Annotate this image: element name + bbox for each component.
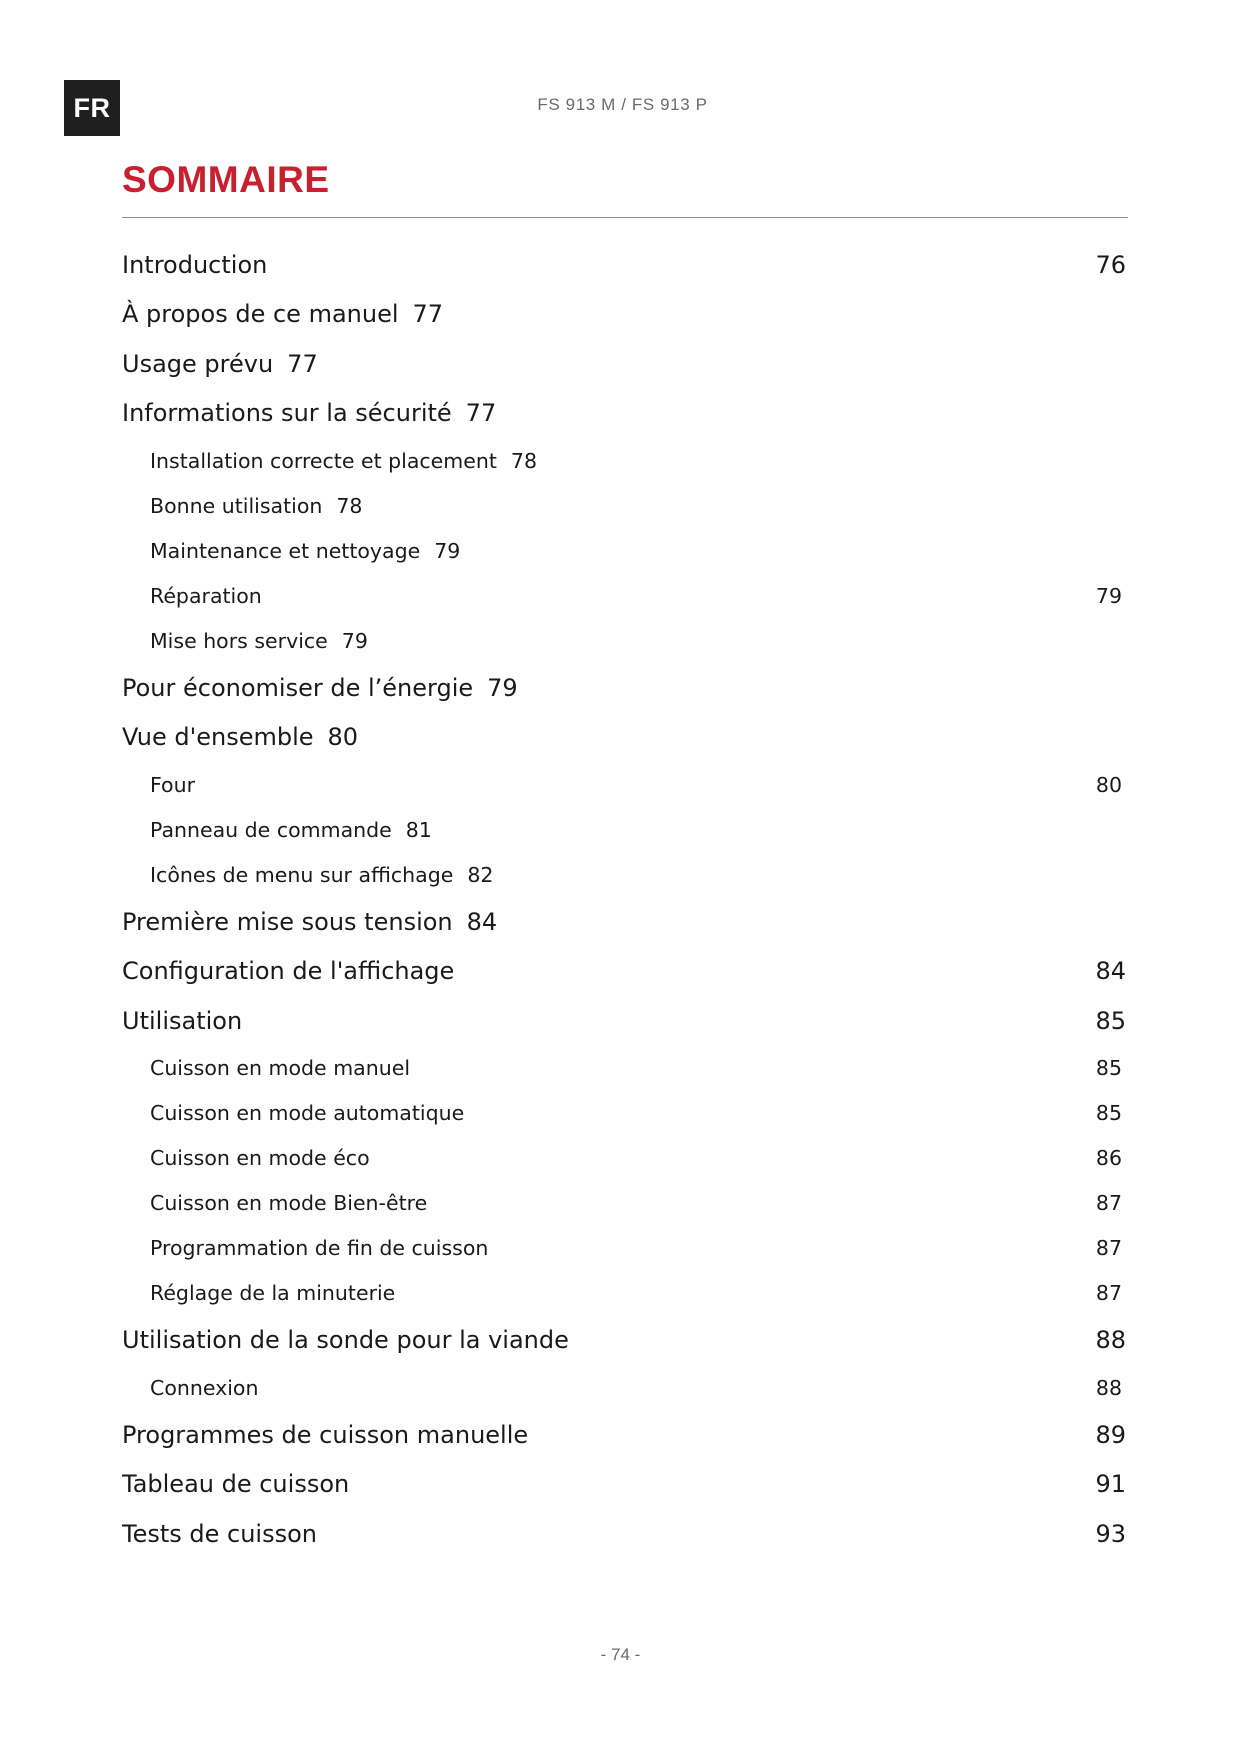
toc-entry[interactable]: [122, 762, 1122, 807]
toc-entry[interactable]: [122, 618, 1122, 663]
toc-entry-label: Cuisson en mode éco: [150, 1146, 370, 1170]
toc-entry[interactable]: [122, 1091, 1122, 1136]
toc-entry[interactable]: [122, 852, 1122, 897]
toc-entry-page: 79: [341, 628, 368, 653]
toc-entry[interactable]: [122, 1460, 1126, 1510]
toc-entry-page: 87: [1095, 1281, 1122, 1305]
title-divider: [122, 217, 1128, 218]
toc-entry-page: 79: [434, 538, 461, 563]
toc-entry-page: 79: [487, 673, 518, 702]
toc-entry[interactable]: [122, 1181, 1122, 1226]
toc-entry[interactable]: [122, 1509, 1126, 1559]
toc-entry[interactable]: [122, 1046, 1122, 1091]
toc-entry-page: 88: [1095, 1375, 1122, 1400]
toc-entry-page: 77: [287, 349, 318, 378]
toc-entry[interactable]: [122, 947, 1126, 997]
toc-entry-page: 76: [1095, 250, 1126, 279]
toc-entry-label: Première mise sous tension: [122, 907, 453, 936]
toc-entry[interactable]: [122, 996, 1126, 1046]
toc-entry[interactable]: [122, 663, 1122, 713]
toc-entry-page: 85: [1095, 1056, 1122, 1080]
toc-entry[interactable]: [122, 339, 1122, 389]
toc-entry[interactable]: [122, 290, 1122, 340]
toc-entry-page: 77: [412, 300, 444, 329]
toc-entry-page: 85: [1095, 1006, 1126, 1035]
toc-entry-label: Informations sur la sécurité: [122, 399, 452, 428]
toc-entry-label: Mise hors service: [150, 628, 328, 653]
toc-entry[interactable]: [122, 483, 1122, 528]
toc-entry-page: 78: [510, 448, 537, 473]
toc-entry-label: Panneau de commande: [150, 817, 392, 842]
toc-entry-label: Tests de cuisson: [122, 1519, 317, 1548]
toc-entry-label: Vue d'ensemble: [122, 723, 314, 752]
toc-entry[interactable]: [122, 1271, 1122, 1316]
toc-entry-label: Programmes de cuisson manuelle: [122, 1420, 529, 1449]
toc-entry-label: Configuration de l'affichage: [122, 957, 455, 986]
toc-entry[interactable]: [122, 389, 1122, 439]
toc-entry[interactable]: [122, 713, 1122, 763]
toc-entry-page: 87: [1095, 1191, 1122, 1215]
toc-entry-label: Maintenance et nettoyage: [150, 538, 421, 563]
toc-entry-page: 81: [405, 817, 432, 842]
table-of-contents: [122, 240, 1126, 1559]
toc-entry-page: 88: [1095, 1326, 1126, 1355]
toc-entry-page: 91: [1095, 1470, 1126, 1499]
toc-entry-label: Connexion: [150, 1375, 259, 1400]
toc-entry-label: Utilisation: [122, 1006, 243, 1035]
toc-entry-label: Installation correcte et placement: [150, 448, 497, 473]
toc-entry-label: Utilisation de la sonde pour la viande: [122, 1326, 569, 1355]
toc-entry-label: Réparation: [150, 583, 262, 608]
toc-entry[interactable]: [122, 573, 1122, 618]
language-badge: FR: [64, 80, 120, 136]
toc-entry-page: 77: [465, 399, 497, 428]
toc-entry-page: 86: [1095, 1146, 1122, 1170]
toc-entry[interactable]: [122, 1365, 1122, 1410]
toc-entry-label: Programmation de fin de cuisson: [150, 1236, 489, 1260]
toc-entry-label: Cuisson en mode Bien-être: [150, 1191, 428, 1215]
toc-entry-label: Pour économiser de l’énergie: [122, 673, 474, 702]
toc-entry-page: 93: [1095, 1519, 1126, 1548]
toc-entry-label: Cuisson en mode automatique: [150, 1101, 465, 1125]
toc-entry-label: Réglage de la minuterie: [150, 1281, 396, 1305]
toc-entry-label: Tableau de cuisson: [122, 1470, 350, 1499]
toc-entry-page: 80: [327, 723, 359, 752]
toc-entry-page: 89: [1095, 1420, 1126, 1449]
toc-entry-page: 84: [466, 907, 498, 936]
toc-entry-page: 82: [467, 862, 494, 887]
toc-entry-label: Icônes de menu sur affichage: [150, 862, 454, 887]
toc-entry-page: 84: [1095, 957, 1126, 986]
toc-entry-label: Usage prévu: [122, 349, 274, 378]
toc-entry-label: Introduction: [122, 250, 268, 279]
toc-entry-page: 80: [1095, 772, 1122, 797]
page-number-footer: - 74 -: [600, 1645, 641, 1664]
model-header: FS 913 M / FS 913 P: [537, 95, 708, 114]
toc-entry[interactable]: [122, 240, 1126, 290]
toc-entry[interactable]: [122, 807, 1122, 852]
toc-entry-page: 78: [336, 493, 363, 518]
toc-entry[interactable]: [122, 528, 1122, 573]
toc-entry-label: Cuisson en mode manuel: [150, 1056, 411, 1080]
toc-entry-label: À propos de ce manuel: [122, 300, 399, 329]
toc-entry-page: 79: [1095, 583, 1122, 608]
toc-entry[interactable]: [122, 1136, 1122, 1181]
toc-entry[interactable]: [122, 438, 1122, 483]
toc-entry-label: Four: [150, 772, 196, 797]
toc-entry[interactable]: [122, 1226, 1122, 1271]
page-title: SOMMAIRE: [122, 159, 330, 200]
toc-entry[interactable]: [122, 1316, 1126, 1366]
toc-entry[interactable]: [122, 897, 1122, 947]
toc-entry-page: 85: [1095, 1101, 1122, 1125]
toc-entry-page: 87: [1095, 1236, 1122, 1260]
toc-entry-label: Bonne utilisation: [150, 493, 323, 518]
toc-entry[interactable]: [122, 1410, 1126, 1460]
